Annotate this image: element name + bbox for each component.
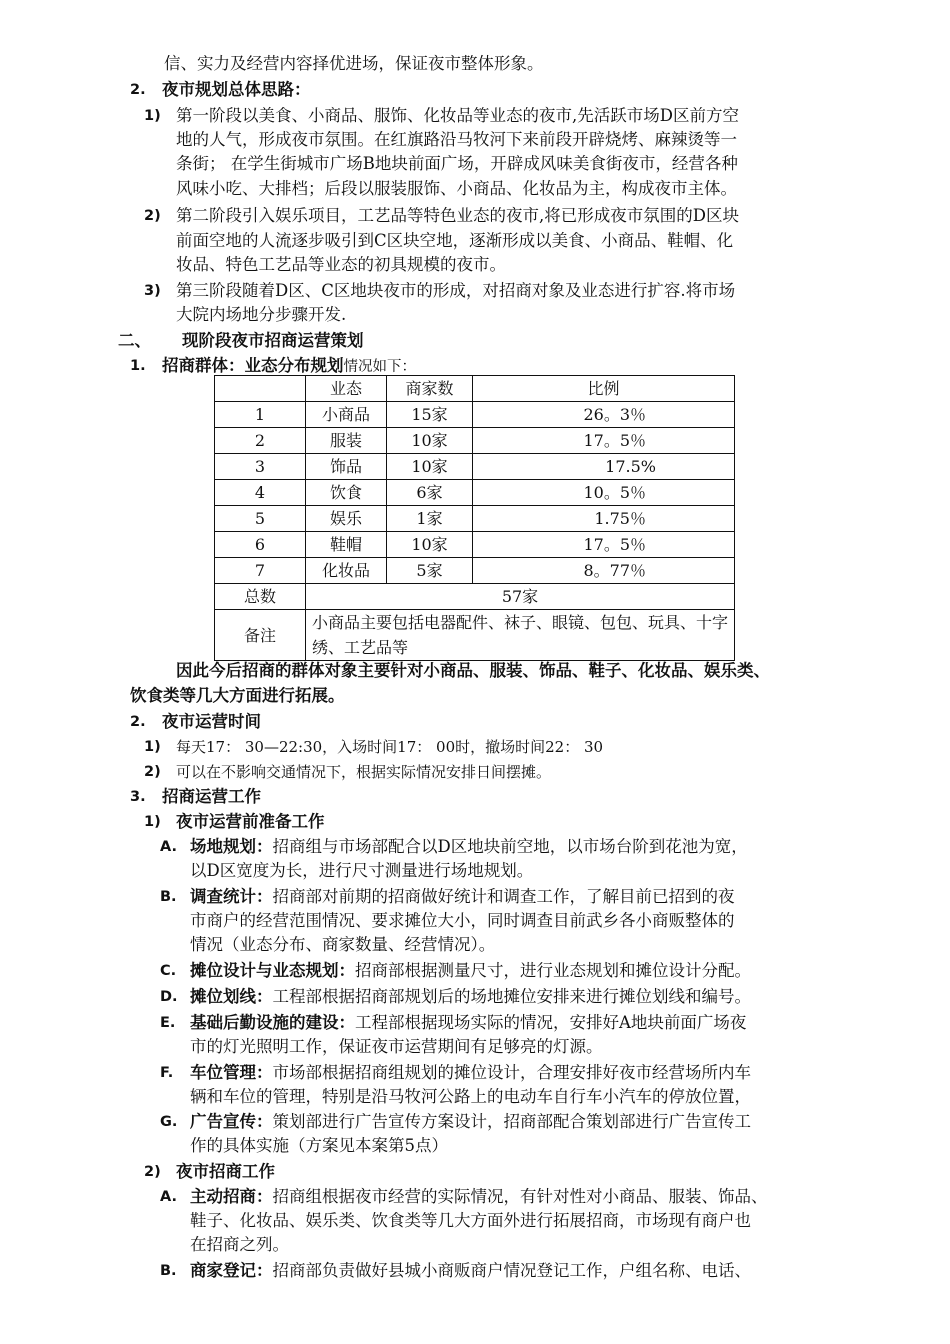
paragraph-line	[190, 959, 751, 983]
paragraph-line: 信、实力及经营内容择优进场，保证夜市整体形象。	[164, 54, 544, 73]
header-cell: 比例	[473, 376, 735, 402]
table-header-row	[215, 376, 735, 402]
table-cell: 化妆品	[306, 558, 387, 584]
item-label: 车位管理：	[190, 1063, 273, 1082]
subheading-tail: 情况如下：	[343, 359, 416, 375]
section-heading	[162, 78, 311, 102]
list-letter: A.	[160, 1189, 177, 1205]
paragraph-line: 情况（业态分布、商家数量、经营情况）。	[190, 935, 496, 954]
item-label: 商家登记：	[190, 1261, 273, 1280]
table-cell: 6家	[387, 480, 473, 506]
list-letter: D.	[160, 989, 178, 1005]
table-cell: 17。5％	[473, 428, 735, 454]
paragraph-line: 第一阶段以美食、小商品、服饰、化妆品等业态的夜市,先活跃市场D区前方空	[176, 106, 739, 125]
list-marker: 3)	[144, 283, 161, 299]
item-text: 工程部根据现场实际的情况，安排好A地块前面广场夜	[355, 1013, 747, 1032]
paragraph-line: 地的人气，形成夜市氛围。在红旗路沿马牧河下来前段开辟烧烤、麻辣烫等一	[176, 130, 737, 149]
item-label: 广告宣传：	[190, 1112, 273, 1131]
table-cell: 4	[215, 480, 306, 506]
list-letter: G.	[160, 1114, 178, 1130]
item-label: 主动招商：	[190, 1187, 273, 1206]
paragraph-line	[190, 985, 751, 1009]
paragraph-line: 每天17： 30—22:30，入场时间17： 00时，撤场时间22： 30	[176, 738, 604, 756]
table-cell: 10家	[387, 454, 473, 480]
business-distribution-table	[214, 375, 735, 661]
list-number: 3.	[130, 789, 146, 805]
paragraph-line: 市的灯光照明工作，保证夜市运营期间有足够亮的灯源。	[190, 1037, 603, 1056]
heading-colon: ：	[294, 80, 311, 99]
list-letter: C.	[160, 963, 177, 979]
table-row	[215, 402, 735, 428]
paragraph-line: 条街； 在学生街城市广场B地块前面广场，开辟成风味美食街夜市，经营各种	[176, 154, 738, 173]
conclusion-line: 因此今后招商的群体对象主要针对小商品、服装、饰品、鞋子、化妆品、娱乐类、	[176, 661, 770, 680]
paragraph-line: 辆和车位的管理，特别是沿马牧河公路上的电动车自行车小汽车的停放位置，	[190, 1087, 751, 1106]
table-row	[215, 532, 735, 558]
table-cell: 5家	[387, 558, 473, 584]
table-row	[215, 506, 735, 532]
table-cell: 10家	[387, 428, 473, 454]
header-cell: 商家数	[387, 376, 473, 402]
item-text: 招商部负责做好县城小商贩商户情况登记工作，户组名称、电话、	[272, 1261, 751, 1280]
list-letter: F.	[160, 1065, 174, 1081]
table-cell: 7	[215, 558, 306, 584]
table-cell: 17。5％	[473, 532, 735, 558]
subheading-bold: 招商群体：业态分布规划	[162, 356, 344, 375]
list-letter: E.	[160, 1015, 176, 1031]
table-cell: 饰品	[306, 454, 387, 480]
item-text: 招商组根据夜市经营的实际情况，有针对性对小商品、服装、饰品、	[272, 1187, 768, 1206]
item-text: 市场部根据招商组规划的摊位设计，合理安排好夜市经营场所内车	[272, 1063, 751, 1082]
table-cell: 15家	[387, 402, 473, 428]
header-cell	[215, 376, 306, 402]
note-value: 小商品主要包括电器配件、袜子、眼镜、包包、玩具、十字绣、工艺品等	[306, 610, 735, 661]
item-label: 场地规划：	[190, 837, 273, 856]
header-cell: 业态	[306, 376, 387, 402]
table-cell: 服装	[306, 428, 387, 454]
table-cell: 1.75％	[473, 506, 735, 532]
subheading: 招商运营工作	[162, 787, 261, 806]
heading-text: 夜市规划总体思路	[162, 80, 294, 99]
item-text: 招商部根据测量尺寸，进行业态规划和摊位设计分配。	[355, 961, 751, 980]
table-row	[215, 558, 735, 584]
section-number: 二、	[118, 331, 151, 350]
list-marker: 2)	[144, 208, 161, 224]
paragraph-line: 前面空地的人流逐步吸引到C区块空地，逐渐形成以美食、小商品、鞋帽、化	[176, 231, 734, 250]
paragraph-line: 市商户的经营范围情况、要求摊位大小，同时调查目前武乡各小商贩整体的	[190, 911, 735, 930]
table-cell: 5	[215, 506, 306, 532]
item-label: 基础后勤设施的建设：	[190, 1013, 355, 1032]
table-cell: 3	[215, 454, 306, 480]
subheading: 夜市招商工作	[176, 1162, 275, 1181]
paragraph-line: 风味小吃、大排档；后段以服装服饰、小商品、化妆品为主，构成夜市主体。	[176, 179, 737, 198]
item-text: 招商部对前期的招商做好统计和调查工作，了解目前已招到的夜	[272, 887, 735, 906]
table-cell: 17.5%	[473, 454, 735, 480]
paragraph-line	[190, 1061, 751, 1085]
paragraph-line: 大院内场地分步骤开发.	[176, 305, 347, 324]
paragraph-line	[190, 835, 748, 859]
item-label: 调查统计：	[190, 887, 273, 906]
table-row	[215, 428, 735, 454]
paragraph-line: 第三阶段随着D区、C区地块夜市的形成，对招商对象及业态进行扩容.将市场	[176, 281, 736, 300]
list-marker: 2)	[144, 1164, 161, 1180]
paragraph-line	[190, 1259, 751, 1283]
item-label: 摊位划线：	[190, 987, 273, 1006]
table-cell: 10家	[387, 532, 473, 558]
table-cell: 26。3％	[473, 402, 735, 428]
total-label: 总数	[215, 584, 306, 610]
list-number: 2.	[130, 82, 146, 98]
list-marker: 1)	[144, 108, 161, 124]
paragraph-line	[190, 885, 735, 909]
table-cell: 1家	[387, 506, 473, 532]
table-cell: 饮食	[306, 480, 387, 506]
item-label: 摊位设计与业态规划：	[190, 961, 355, 980]
table-row	[215, 454, 735, 480]
table-row	[215, 480, 735, 506]
list-number: 1.	[130, 358, 146, 374]
list-marker: 1)	[144, 814, 161, 830]
list-letter: B.	[160, 1263, 177, 1279]
paragraph-line: 第二阶段引入娱乐项目，工艺品等特色业态的夜市,将已形成夜市氛围的D区块	[176, 206, 739, 225]
table-total-row	[215, 584, 735, 610]
table-cell: 鞋帽	[306, 532, 387, 558]
note-label: 备注	[215, 610, 306, 661]
section-title: 现阶段夜市招商运营策划	[182, 331, 364, 350]
list-marker: 2)	[144, 764, 161, 780]
table-cell: 2	[215, 428, 306, 454]
subheading: 夜市运营前准备工作	[176, 812, 325, 831]
item-text: 工程部根据招商部规划后的场地摊位安排来进行摊位划线和编号。	[272, 987, 751, 1006]
list-number: 2.	[130, 714, 146, 730]
paragraph-line: 以D区宽度为长，进行尺寸测量进行场地规划。	[190, 861, 534, 880]
list-letter: A.	[160, 839, 177, 855]
table-cell: 1	[215, 402, 306, 428]
table-note-row	[215, 610, 735, 661]
paragraph-line: 可以在不影响交通情况下，根据实际情况安排日间摆摊。	[176, 763, 552, 781]
table-cell: 6	[215, 532, 306, 558]
paragraph-line	[190, 1110, 751, 1134]
total-value: 57家	[306, 584, 735, 610]
paragraph-line: 鞋子、化妆品、娱乐类、饮食类等几大方面外进行拓展招商，市场现有商户也	[190, 1211, 751, 1230]
item-text: 招商组与市场部配合以D区地块前空地，以市场台阶到花池为宽，	[272, 837, 748, 856]
table-cell: 8。77％	[473, 558, 735, 584]
paragraph-line: 在招商之列。	[190, 1235, 289, 1254]
list-marker: 1)	[144, 739, 161, 755]
paragraph-line	[190, 1185, 768, 1209]
item-text: 策划部进行广告宣传方案设计，招商部配合策划部进行广告宣传工	[272, 1112, 751, 1131]
paragraph-line: 妆品、特色工艺品等业态的初具规模的夜市。	[176, 255, 506, 274]
table-cell: 娱乐	[306, 506, 387, 532]
table-cell: 小商品	[306, 402, 387, 428]
conclusion-line: 饮食类等几大方面进行拓展。	[130, 686, 345, 705]
paragraph-line: 作的具体实施（方案见本案第5点）	[190, 1136, 448, 1155]
paragraph-line	[190, 1011, 746, 1035]
subheading: 夜市运营时间	[162, 712, 261, 731]
list-letter: B.	[160, 889, 177, 905]
table-cell: 10。5％	[473, 480, 735, 506]
